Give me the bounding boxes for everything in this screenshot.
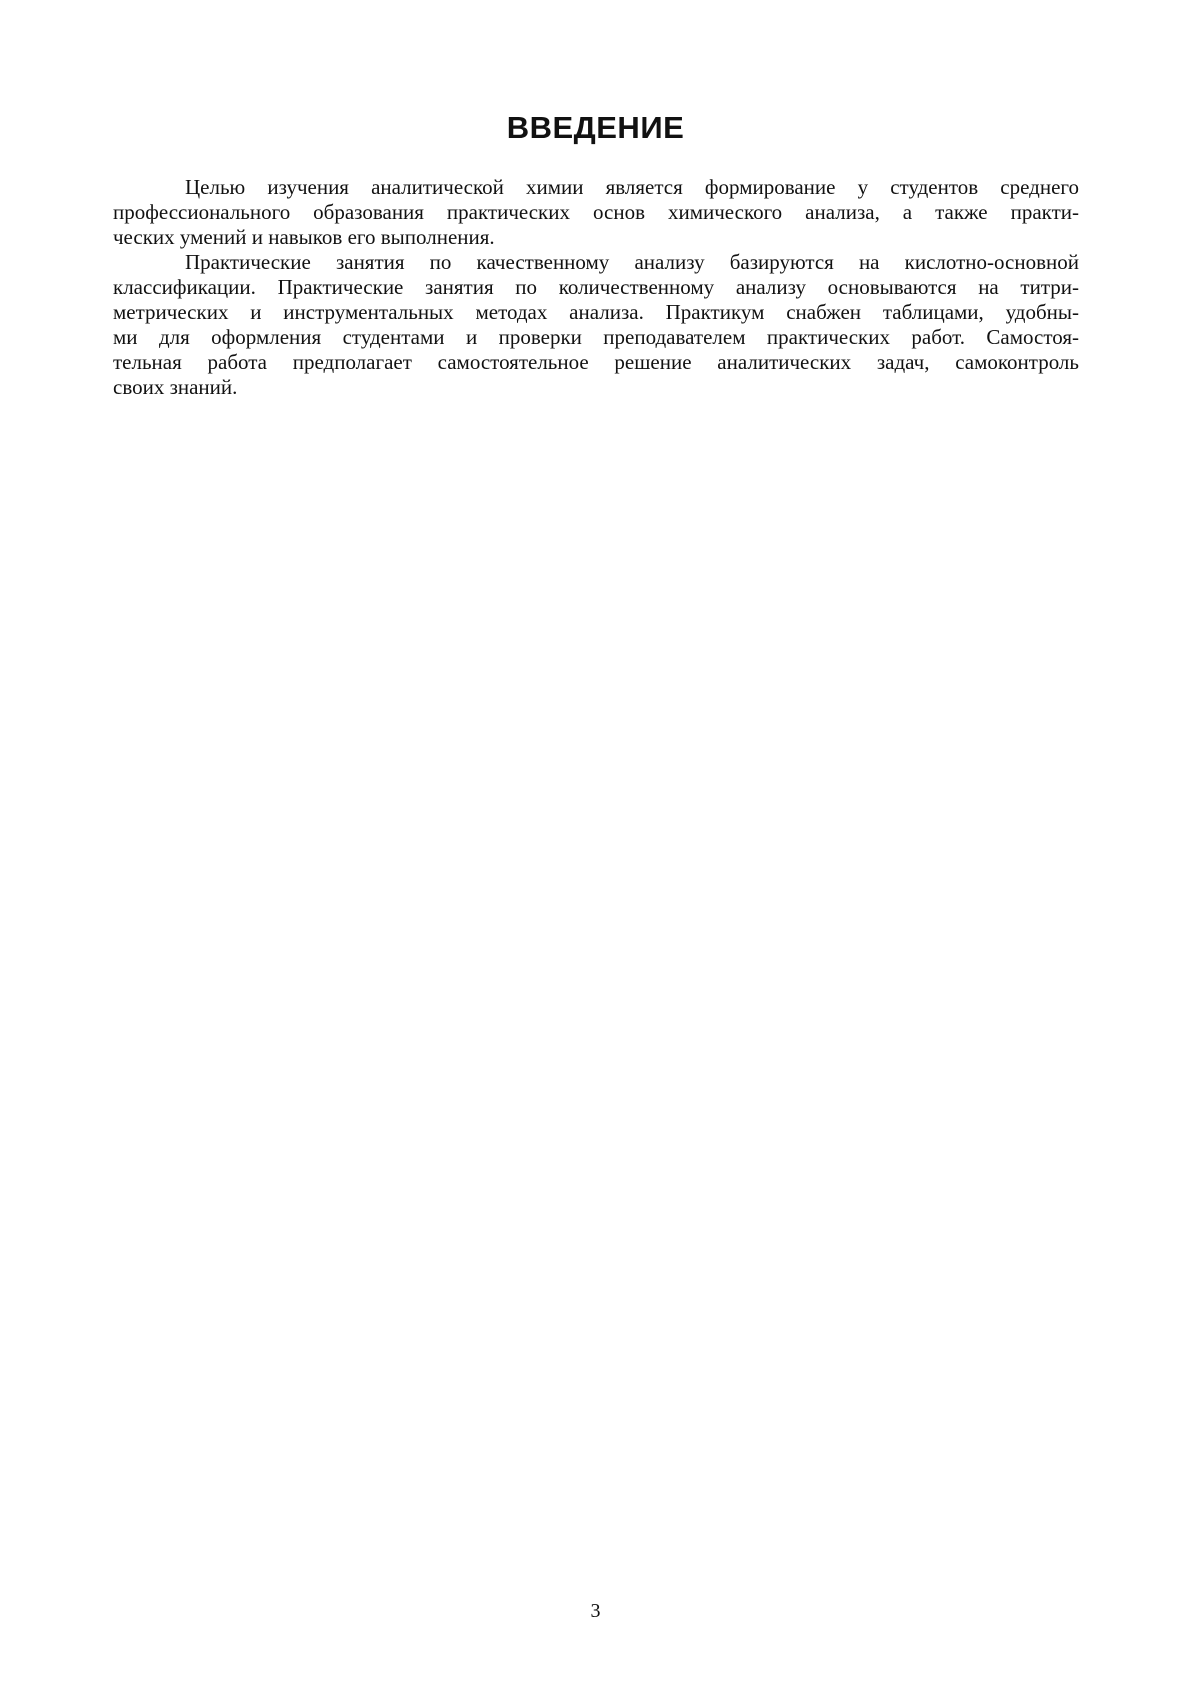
paragraph-2 <box>113 250 1079 400</box>
paragraph-line: Практические занятия по качественному анализу базируются на кислотно-основной <box>185 250 1079 274</box>
paragraph-line: метрических и инструментальных методах анализа. Практикум снабжен таблицами, удобны- <box>113 300 1079 324</box>
page-number: 3 <box>590 1600 601 1622</box>
paragraph-line: профессионального образования практических основ химического анализа, а также практи- <box>113 200 1079 224</box>
paragraph-line: своих знаний. <box>113 375 238 399</box>
paragraph-line: тельная работа предполагает самостоятельное решение аналитических задач, самоконтроль <box>113 350 1079 374</box>
paragraph-1 <box>113 175 1079 250</box>
paragraph-line: классификации. Практические занятия по количественному анализу основываются на титри- <box>113 275 1079 299</box>
paragraph-line: Целью изучения аналитической химии является формирование у студентов среднего <box>185 175 1079 199</box>
document-body <box>113 175 1079 400</box>
paragraph-line: ми для оформления студентами и проверки преподавателем практических работ. Самостоя- <box>113 325 1079 349</box>
page-title: ВВЕДЕНИЕ <box>506 110 685 145</box>
paragraph-line: ческих умений и навыков его выполнения. <box>113 225 495 249</box>
